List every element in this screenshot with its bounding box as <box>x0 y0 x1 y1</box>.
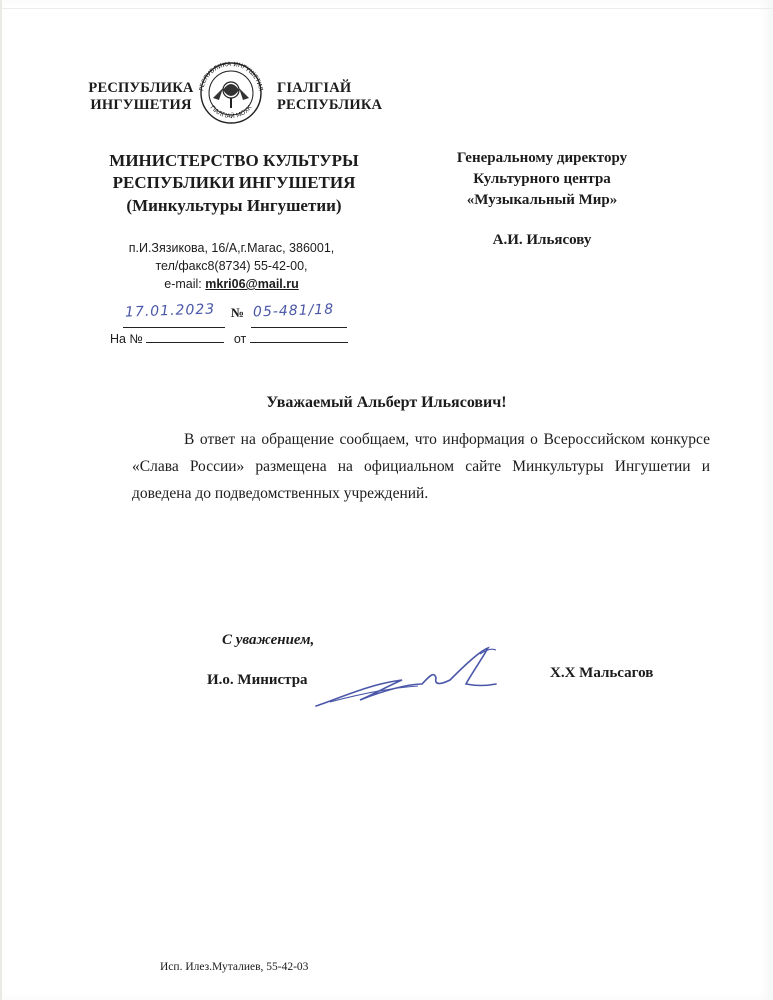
number-sign: № <box>231 305 245 320</box>
salutation: Уважаемый Альберт Ильясович! <box>266 394 507 411</box>
header-right-title <box>277 80 387 114</box>
header-right-line1: ГIАЛГIАЙ <box>277 80 352 96</box>
emblem-top-text: РЕСПУБЛИКА ИНГУШЕТИЯ <box>198 60 264 92</box>
letter-body <box>132 426 710 507</box>
body-paragraph: В ответ на обращение сообщаем, что информация о Всероссийском конкурсе «Слава России» размещена на официальном сайте Минкультуры Ингушетии и доведена до подведомственных учреждений. <box>132 431 710 502</box>
registration-row <box>117 303 347 327</box>
emblem-bottom-text: ГIАЛГIАЙ МОХК <box>208 104 254 121</box>
ref-label: На № <box>110 332 143 346</box>
registration-number: 05-481/18 <box>252 301 335 321</box>
executor-note: Исп. Илез.Муталиев, 55-42-03 <box>160 961 309 973</box>
signer-name: Х.Х Мальсагов <box>550 665 654 681</box>
recipient-line2: Культурного центра <box>473 171 611 187</box>
coat-of-arms-emblem <box>193 60 269 124</box>
address-phone: тел/факс8(8734) 55-42-00, <box>155 259 308 273</box>
email-link[interactable]: mkri06@mail.ru <box>205 277 299 291</box>
ministry-name <box>88 150 380 217</box>
recipient-line1: Генеральному директору <box>456 150 628 166</box>
signer-position: И.о. Министра <box>207 672 308 688</box>
recipient-line3: «Музыкальный Мир» <box>466 192 618 208</box>
reference-row <box>110 332 350 346</box>
header-left-line2: ИНГУШЕТИЯ <box>90 97 192 113</box>
ministry-short-name: (Минкультуры Ингушетии) <box>126 196 342 215</box>
header-left-line1: РЕСПУБЛИКА <box>88 80 194 96</box>
handwritten-signature <box>310 640 510 720</box>
address-email-row <box>94 275 369 293</box>
ministry-line2: РЕСПУБЛИКИ ИНГУШЕТИЯ <box>112 173 356 192</box>
recipient-name: А.И. Ильясову <box>492 232 592 248</box>
scan-edge-left <box>0 0 2 1000</box>
from-blank <box>250 332 348 343</box>
closing-regards: С уважением, <box>222 632 315 648</box>
from-label: от <box>233 332 247 346</box>
ref-blank <box>146 332 224 343</box>
registration-date: 17.01.2023 <box>124 301 216 321</box>
header-right-line2: РЕСПУБЛИКА <box>277 97 383 113</box>
recipient-block <box>432 148 652 211</box>
header-left-title <box>88 80 194 114</box>
ministry-line1: МИНИСТЕРСТВО КУЛЬТУРЫ <box>109 151 359 170</box>
email-label: e-mail: <box>164 277 206 291</box>
scan-edge-top <box>0 8 773 9</box>
address-line1: п.И.Зязикова, 16/А,г.Магас, 386001, <box>128 241 335 255</box>
ministry-address <box>94 239 369 293</box>
